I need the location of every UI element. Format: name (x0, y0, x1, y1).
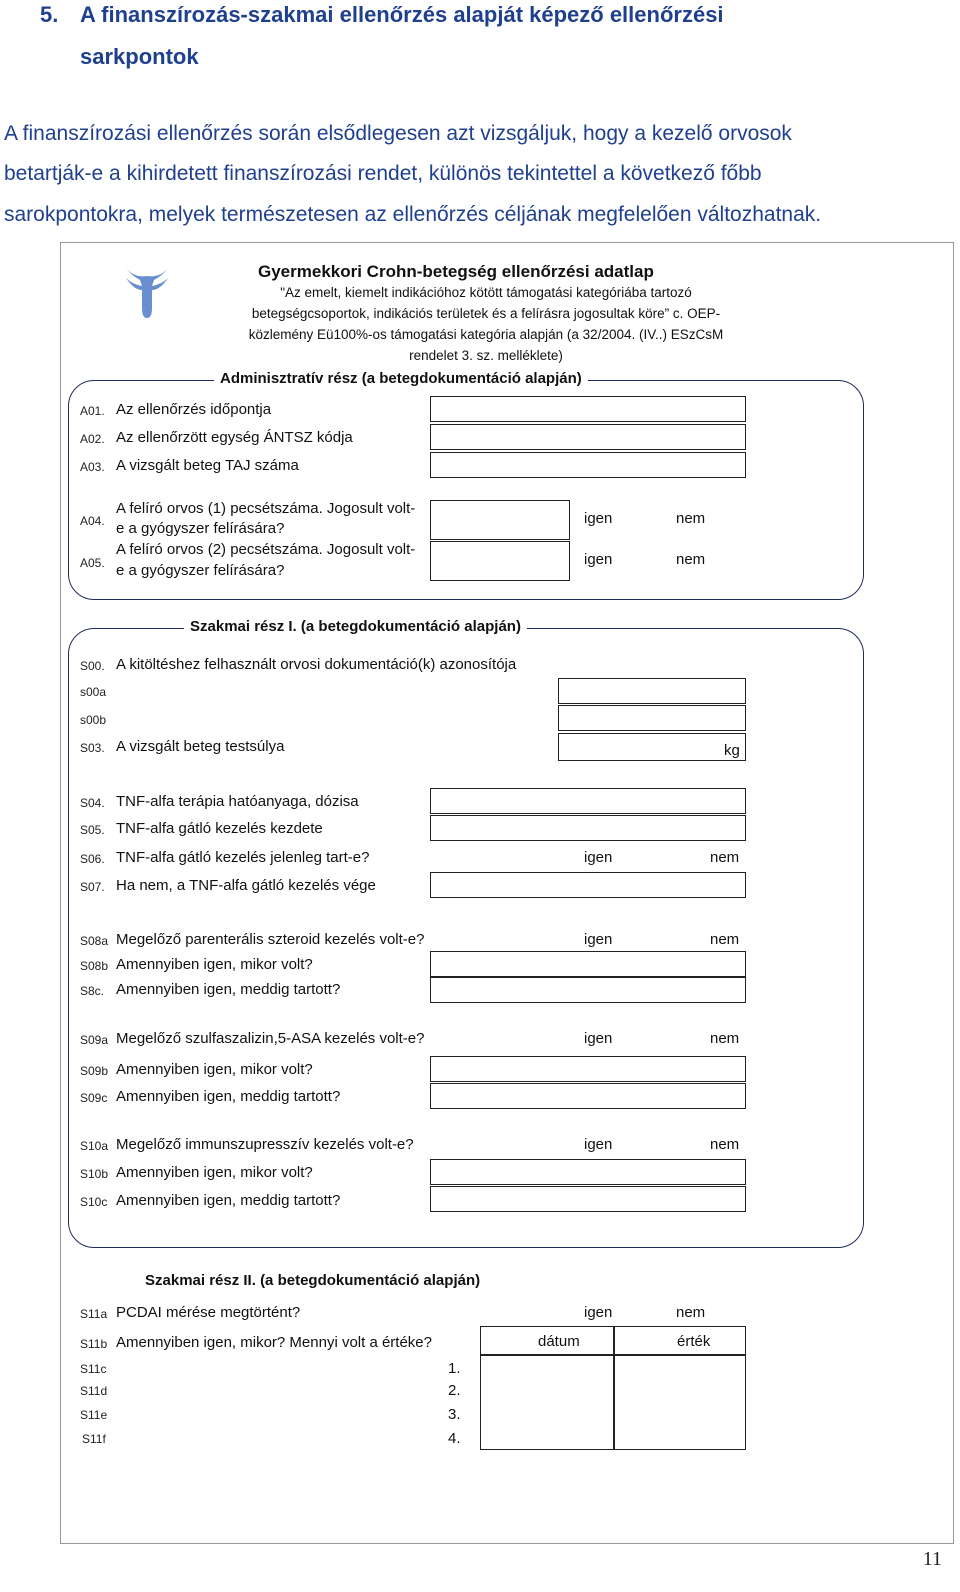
intro-line3: sarokpontokra, melyek természetesen az ellenőrzés céljának megfelelően változhatnak. (4, 203, 822, 226)
duration-field-s10c[interactable] (430, 1186, 746, 1212)
form-title: Gyermekkori Crohn-betegség ellenőrzési adatlap (258, 262, 654, 281)
form-subtitle-2: betegségcsoportok, indikációs területek és a felírásra jogosultak köre” c. OEP- (251, 306, 721, 321)
form-subtitle-4: rendelet 3. sz. melléklete) (409, 348, 563, 363)
row-code-s06: S06. (80, 852, 105, 866)
row-code-a03: A03. (80, 460, 105, 474)
yes-option-s11a[interactable]: igen (584, 1304, 613, 1321)
weight-unit: kg (724, 742, 740, 759)
row-label-a03: A vizsgált beteg TAJ száma (116, 457, 299, 474)
row-label-s05: TNF-alfa gátló kezelés kezdete (116, 820, 323, 837)
taj-field-a03[interactable] (430, 452, 746, 478)
row-label-a05-line1: A felíró orvos (2) pecsétszáma. Jogosult volt- (116, 541, 416, 558)
row-code-s08a: S08a (80, 934, 109, 948)
no-option-s08a[interactable]: nem (710, 931, 740, 948)
pcdai-row-number-3: 3. (448, 1406, 461, 1423)
no-option-s11a[interactable]: nem (676, 1304, 706, 1321)
date-field-s10b[interactable] (430, 1159, 746, 1185)
row-label-a04-line2: e a gyógyszer felírására? (116, 520, 285, 537)
stamp-field-a05[interactable] (430, 541, 570, 581)
row-label-s09b: Amennyiben igen, mikor volt? (116, 1061, 313, 1078)
yes-option-a05[interactable]: igen (584, 551, 613, 568)
row-label-s09a: Megelőző szulfaszalizin,5-ASA kezelés volt-e? (116, 1030, 425, 1047)
row-code-s11a: S11a (80, 1307, 108, 1321)
row-code-s10a: S10a (80, 1139, 109, 1153)
pcdai-date-header: dátum (538, 1333, 580, 1350)
date-field-s09b[interactable] (430, 1056, 746, 1082)
row-code-a05: A05. (80, 556, 105, 570)
row-code-a04: A04. (80, 514, 105, 528)
row-code-s09a: S09a (80, 1033, 109, 1047)
row-label-a02: Az ellenőrzött egység ÁNTSZ kódja (116, 429, 353, 446)
row-code-s11f: S11f (82, 1432, 106, 1446)
no-option-s06[interactable]: nem (710, 849, 740, 866)
pcdai-row-number-4: 4. (448, 1430, 461, 1447)
yes-option-s06[interactable]: igen (584, 849, 613, 866)
yes-option-s10a[interactable]: igen (584, 1136, 613, 1153)
form-subtitle-3: közlemény Eü100%-os támogatási kategória alapján (a 32/2004. (IV..) ESzCsM (248, 327, 724, 342)
row-label-s06: TNF-alfa gátló kezelés jelenleg tart-e? (116, 849, 370, 866)
row-code-s08b: S08b (80, 959, 109, 973)
pcdai-row-number-1: 1. (448, 1360, 461, 1377)
yes-option-a04[interactable]: igen (584, 510, 613, 527)
code-field-a02[interactable] (430, 424, 746, 450)
duration-field-s8c[interactable] (430, 977, 746, 1003)
pcdai-row-number-2: 2. (448, 1382, 461, 1399)
start-date-field-s05[interactable] (430, 815, 746, 841)
row-code-s00b: s00b (80, 713, 107, 727)
intro-line1: A finanszírozási ellenőrzés során elsődlegesen azt vizsgáljuk, hogy a kezelő orvosok (4, 122, 792, 145)
duration-field-s09c[interactable] (430, 1083, 746, 1109)
drug-dose-field-s04[interactable] (430, 788, 746, 814)
row-label-s10b: Amennyiben igen, mikor volt? (116, 1164, 313, 1181)
row-code-s11d: S11d (80, 1384, 108, 1398)
row-code-s11c: S11c (80, 1362, 107, 1376)
row-label-s07: Ha nem, a TNF-alfa gátló kezelés vége (116, 877, 376, 894)
row-code-s09b: S09b (80, 1064, 109, 1078)
date-field-s08b[interactable] (430, 951, 746, 977)
row-label-s08b: Amennyiben igen, mikor volt? (116, 956, 313, 973)
row-label-s11b: Amennyiben igen, mikor? Mennyi volt a értéke? (116, 1334, 432, 1351)
section-title-line1: A finanszírozás-szakmai ellenőrzés alapját képező ellenőrzési (80, 2, 724, 27)
row-code-s03: S03. (80, 741, 105, 755)
row-label-s10c: Amennyiben igen, meddig tartott? (116, 1192, 341, 1209)
section-title-line2: sarkpontok (80, 44, 199, 69)
row-label-a04-line1: A felíró orvos (1) pecsétszáma. Jogosult volt- (116, 500, 416, 517)
stamp-field-a04[interactable] (430, 500, 570, 540)
row-code-s10c: S10c (80, 1195, 108, 1209)
row-code-a01: A01. (80, 404, 105, 418)
row-label-s11a: PCDAI mérése megtörtént? (116, 1304, 301, 1321)
pcdai-value-header: érték (677, 1333, 711, 1350)
row-code-s09c: S09c (80, 1091, 108, 1105)
form-subtitle-1: "Az emelt, kiemelt indikációhoz kötött támogatási kategóriába tartozó (280, 285, 692, 300)
row-code-s04: S04. (80, 796, 105, 810)
yes-option-s09a[interactable]: igen (584, 1030, 613, 1047)
document-id-field-s00b[interactable] (558, 705, 746, 731)
no-option-a05[interactable]: nem (676, 551, 706, 568)
row-label-a05-line2: e a gyógyszer felírására? (116, 562, 285, 579)
row-code-a02: A02. (80, 432, 105, 446)
row-code-s11b: S11b (80, 1337, 108, 1351)
section-number: 5. (40, 2, 59, 27)
row-code-s05: S05. (80, 823, 105, 837)
row-code-s07: S07. (80, 880, 105, 894)
no-option-a04[interactable]: nem (676, 510, 706, 527)
row-label-s8c: Amennyiben igen, meddig tartott? (116, 981, 341, 998)
row-code-s10b: S10b (80, 1167, 109, 1181)
pcdai-table-divider (613, 1326, 615, 1450)
row-code-s00: S00. (80, 659, 105, 673)
page-number: 11 (922, 1548, 942, 1570)
no-option-s09a[interactable]: nem (710, 1030, 740, 1047)
intro-line2: betartják-e a kihirdetett finanszírozási rendet, különös tekintettel a következő főbb (4, 162, 762, 185)
row-label-s03: A vizsgált beteg testsúlya (116, 738, 285, 755)
weight-field-s03[interactable] (558, 733, 746, 761)
row-label-a01: Az ellenőrzés időpontja (116, 401, 272, 418)
row-label-s04: TNF-alfa terápia hatóanyaga, dózisa (116, 793, 359, 810)
pcdai-table-header-rule (480, 1354, 746, 1356)
end-date-field-s07[interactable] (430, 872, 746, 898)
oep-logo-icon (124, 264, 170, 320)
row-label-s10a: Megelőző immunszupresszív kezelés volt-e? (116, 1136, 414, 1153)
row-label-s00: A kitöltéshez felhasznált orvosi dokumentáció(k) azonosítója (116, 656, 517, 673)
row-label-s09c: Amennyiben igen, meddig tartott? (116, 1088, 341, 1105)
row-code-s00a: s00a (80, 685, 107, 699)
yes-option-s08a[interactable]: igen (584, 931, 613, 948)
prof1-section-title: Szakmai rész I. (a betegdokumentáció alapján) (184, 618, 527, 635)
document-id-field-s00a[interactable] (558, 678, 746, 704)
row-code-s8c: S8c. (80, 984, 105, 998)
row-code-s11e: S11e (80, 1408, 108, 1422)
prof2-section-title: Szakmai rész II. (a betegdokumentáció alapján) (145, 1272, 481, 1289)
date-field-a01[interactable] (430, 396, 746, 422)
admin-section-title: Adminisztratív rész (a betegdokumentáció alapján) (214, 370, 588, 387)
row-label-s08a: Megelőző parenterális szteroid kezelés volt-e? (116, 931, 425, 948)
no-option-s10a[interactable]: nem (710, 1136, 740, 1153)
